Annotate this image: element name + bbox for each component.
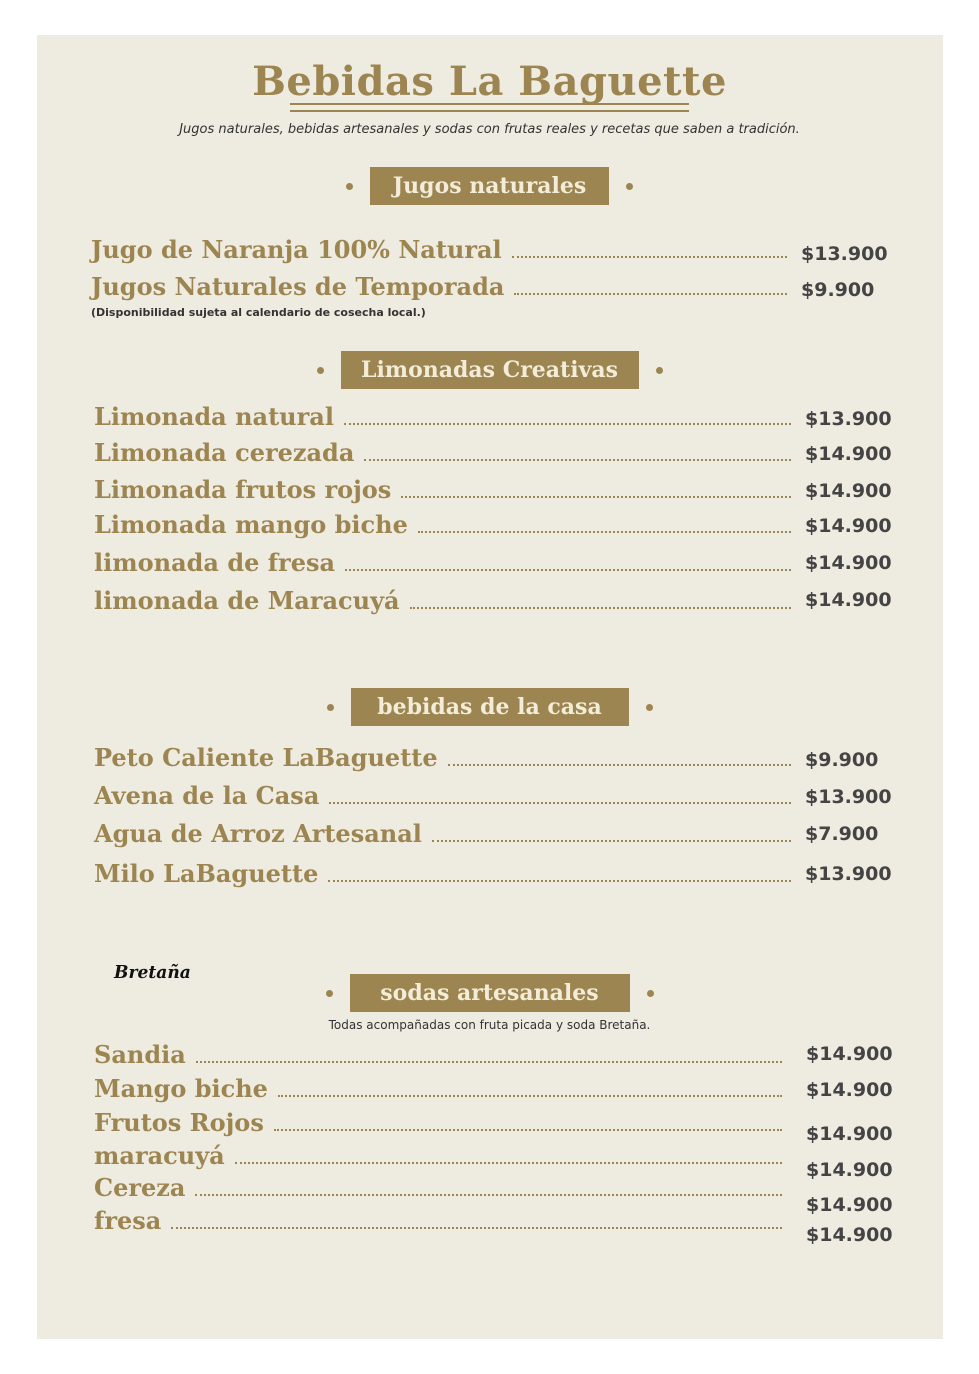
item-name: Avena de la Casa <box>94 781 320 810</box>
item-price: $14.900 <box>805 589 892 611</box>
menu-item <box>94 857 805 889</box>
dot-leader <box>195 1194 782 1196</box>
menu-item <box>94 1204 796 1236</box>
title-rule <box>290 103 689 112</box>
dot-leader <box>344 423 791 425</box>
section-title-limonadas: Limonadas Creativas <box>341 351 639 389</box>
item-name: Limonada mango biche <box>94 510 408 539</box>
item-name: limonada de Maracuyá <box>94 586 400 615</box>
item-name: limonada de fresa <box>94 548 336 577</box>
menu-item <box>94 1171 796 1203</box>
bullet-dot-icon <box>326 990 333 997</box>
item-price: $14.900 <box>806 1159 893 1181</box>
page-title: Bebidas La Baguette <box>252 58 727 105</box>
item-name: Mango biche <box>94 1074 268 1103</box>
menu-item <box>94 1106 796 1138</box>
bullet-dot-icon <box>646 704 653 711</box>
item-name: Peto Caliente LaBaguette <box>94 743 438 772</box>
item-name: maracuyá <box>94 1141 225 1170</box>
item-price: $14.900 <box>805 552 892 574</box>
dot-leader <box>418 531 791 533</box>
menu-item <box>94 400 805 432</box>
item-price: $14.900 <box>805 515 892 537</box>
menu-item <box>94 817 805 849</box>
item-name: Agua de Arroz Artesanal <box>94 819 422 848</box>
item-name: Cereza <box>94 1173 186 1202</box>
dot-leader <box>278 1095 782 1097</box>
item-price: $14.900 <box>806 1224 893 1246</box>
item-price: $7.900 <box>805 823 879 845</box>
item-price: $14.900 <box>806 1079 893 1101</box>
item-price: $13.900 <box>801 243 888 265</box>
item-price: $13.900 <box>805 408 892 430</box>
dot-leader <box>512 256 787 258</box>
dot-leader <box>196 1061 782 1063</box>
menu-item <box>94 546 805 578</box>
menu-item <box>94 473 805 505</box>
item-price: $9.900 <box>801 279 875 301</box>
bullet-dot-icon <box>317 367 324 374</box>
bullet-dot-icon <box>327 704 334 711</box>
page-subtitle: Jugos naturales, bebidas artesanales y sodas con frutas reales y recetas que saben a tradición. <box>179 122 800 137</box>
item-price: $14.900 <box>806 1043 893 1065</box>
item-name: Limonada frutos rojos <box>94 475 392 504</box>
item-name: Limonada natural <box>94 402 334 431</box>
item-price: $14.900 <box>805 443 892 465</box>
item-name: fresa <box>94 1206 162 1235</box>
item-name: Milo LaBaguette <box>94 859 319 888</box>
item-name: Sandia <box>94 1040 186 1069</box>
item-price: $14.900 <box>806 1194 893 1216</box>
bretana-logo: Bretaña <box>114 962 191 983</box>
item-name: Frutos Rojos <box>94 1108 264 1137</box>
item-price: $9.900 <box>805 749 879 771</box>
item-name: Jugo de Naranja 100% Natural <box>91 235 502 264</box>
dot-leader <box>274 1129 782 1131</box>
dot-leader <box>345 569 791 571</box>
section-header-casa <box>0 688 979 726</box>
section-header-jugos <box>0 167 979 205</box>
dot-leader <box>329 802 791 804</box>
menu-item <box>94 1139 796 1171</box>
item-price: $14.900 <box>806 1123 893 1145</box>
dot-leader <box>432 840 791 842</box>
dot-leader <box>401 496 791 498</box>
item-name: Limonada cerezada <box>94 438 355 467</box>
menu-item <box>94 1072 796 1104</box>
dot-leader <box>410 607 791 609</box>
menu-item <box>94 741 805 773</box>
dot-leader <box>364 459 791 461</box>
dot-leader <box>171 1227 782 1229</box>
section-title-sodas: sodas artesanales <box>350 974 630 1012</box>
menu-item <box>91 233 801 265</box>
item-price: $14.900 <box>805 480 892 502</box>
item-price: $13.900 <box>805 863 892 885</box>
dot-leader <box>514 293 787 295</box>
item-name: Jugos Naturales de Temporada <box>91 272 505 301</box>
availability-note: (Disponibilidad sujeta al calendario de cosecha local.) <box>91 306 426 319</box>
item-price: $13.900 <box>805 786 892 808</box>
dot-leader <box>448 764 791 766</box>
bullet-dot-icon <box>626 183 633 190</box>
menu-item <box>94 436 805 468</box>
section-header-limonadas <box>0 351 979 389</box>
menu-item <box>94 1038 796 1070</box>
menu-item <box>91 270 801 302</box>
section-header-sodas <box>0 974 979 1012</box>
dot-leader <box>235 1162 782 1164</box>
menu-item <box>94 779 805 811</box>
menu-item <box>94 508 805 540</box>
section-title-casa: bebidas de la casa <box>351 688 629 726</box>
sodas-note: Todas acompañadas con fruta picada y soda Bretaña. <box>328 1018 651 1032</box>
bullet-dot-icon <box>647 990 654 997</box>
bullet-dot-icon <box>656 367 663 374</box>
section-title-jugos: Jugos naturales <box>370 167 609 205</box>
bullet-dot-icon <box>346 183 353 190</box>
menu-item <box>94 584 805 616</box>
dot-leader <box>328 880 791 882</box>
